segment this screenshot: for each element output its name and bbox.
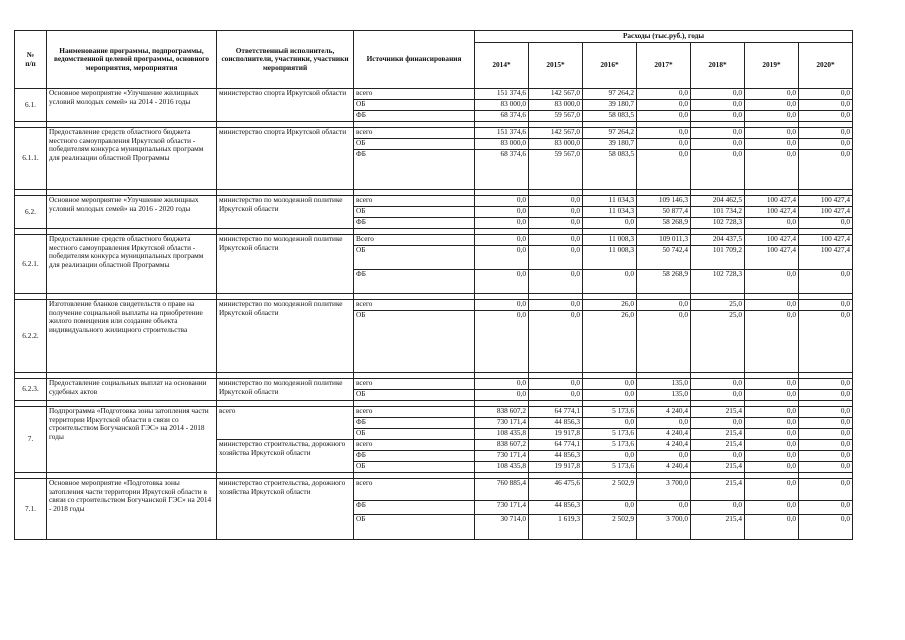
amount-cell: 102 728,3 <box>691 270 745 294</box>
row-number: 6.2.3. <box>15 379 47 401</box>
amount-cell: 44 856,3 <box>529 501 583 515</box>
amount-cell: 100 427,4 <box>745 235 799 246</box>
header-year: 2017* <box>637 43 691 89</box>
amount-cell: 100 427,4 <box>799 246 853 270</box>
amount-cell: 0,0 <box>475 300 529 311</box>
amount-cell: 0,0 <box>691 139 745 150</box>
table-row <box>15 300 853 311</box>
amount-cell: 0,0 <box>691 150 745 190</box>
amount-cell: 26,0 <box>583 300 637 311</box>
amount-cell: 0,0 <box>691 89 745 100</box>
header-year: 2014* <box>475 43 529 89</box>
amount-cell: 0,0 <box>637 150 691 190</box>
amount-cell: 151 374,6 <box>475 89 529 100</box>
amount-cell: 0,0 <box>529 196 583 207</box>
amount-cell: 0,0 <box>583 218 637 229</box>
amount-cell: 0,0 <box>637 128 691 139</box>
header-year: 2020* <box>799 43 853 89</box>
amount-cell: 0,0 <box>745 418 799 429</box>
amount-cell: 215,4 <box>691 462 745 473</box>
amount-cell: 100 427,4 <box>799 196 853 207</box>
header-executor: Ответственный исполнитель, соисполнители, участники, участники мероприятий <box>217 31 354 89</box>
amount-cell: 0,0 <box>637 111 691 122</box>
amount-cell: 0,0 <box>475 311 529 373</box>
amount-cell: 101 734,2 <box>691 207 745 218</box>
amount-cell: 0,0 <box>745 479 799 501</box>
row-executor: министерство по молодежной политике Иркутской области <box>217 379 354 401</box>
row-executor: министерство спорта Иркутской области <box>217 89 354 122</box>
amount-cell: 0,0 <box>799 89 853 100</box>
amount-cell: 83 000,0 <box>529 100 583 111</box>
amount-cell: 101 709,2 <box>691 246 745 270</box>
amount-cell: 0,0 <box>745 100 799 111</box>
table-row <box>15 235 853 246</box>
amount-cell: 2 502,9 <box>583 479 637 501</box>
row-number: 6.2.2. <box>15 300 47 373</box>
amount-cell: 4 240,4 <box>637 440 691 451</box>
amount-cell: 0,0 <box>799 270 853 294</box>
amount-cell: 46 475,6 <box>529 479 583 501</box>
amount-cell: 5 173,6 <box>583 462 637 473</box>
amount-cell: 151 374,6 <box>475 128 529 139</box>
amount-cell: 0,0 <box>799 515 853 540</box>
amount-cell: 0,0 <box>691 501 745 515</box>
amount-cell: 58 083,5 <box>583 111 637 122</box>
amount-cell: 0,0 <box>745 150 799 190</box>
amount-cell: 68 374,6 <box>475 150 529 190</box>
amount-cell: 0,0 <box>583 379 637 390</box>
amount-cell: 100 427,4 <box>799 207 853 218</box>
amount-cell: 109 011,3 <box>637 235 691 246</box>
amount-cell: 100 427,4 <box>745 207 799 218</box>
amount-cell: 142 567,0 <box>529 89 583 100</box>
amount-cell: 0,0 <box>691 111 745 122</box>
amount-cell: 3 700,0 <box>637 515 691 540</box>
amount-cell: 68 374,6 <box>475 111 529 122</box>
amount-cell: 83 000,0 <box>529 139 583 150</box>
amount-cell: 0,0 <box>637 100 691 111</box>
amount-cell: 0,0 <box>637 501 691 515</box>
amount-cell: 0,0 <box>745 390 799 401</box>
amount-cell: 5 173,6 <box>583 407 637 418</box>
row-name: Предоставление средств областного бюджета местного самоуправления Иркутской области - победителям конкурса муниципальных программ для реализации областной Программы <box>47 235 217 294</box>
amount-cell: 215,4 <box>691 407 745 418</box>
funding-source: всего <box>354 128 475 139</box>
amount-cell: 838 607,2 <box>475 440 529 451</box>
row-name: Предоставление средств областного бюджета местного самоуправления Иркутской области - победителям конкурса муниципальных программ для реализации областной Программы <box>47 128 217 190</box>
table-row <box>15 89 853 100</box>
row-name: Изготовление бланков свидетельств о праве на получение социальной выплаты на приобретение жилого помещения или создание объекта индивидуального жилищного строительства <box>47 300 217 373</box>
amount-cell: 0,0 <box>745 89 799 100</box>
amount-cell: 30 714,0 <box>475 515 529 540</box>
funding-source: всего <box>354 407 475 418</box>
row-executor: министерство по молодежной политике Иркутской области <box>217 300 354 373</box>
amount-cell: 0,0 <box>799 407 853 418</box>
row-name: Основное мероприятие «Улучшение жилищных условий молодых семей» на 2016 - 2020 годы <box>47 196 217 229</box>
amount-cell: 0,0 <box>799 418 853 429</box>
amount-cell: 59 567,0 <box>529 111 583 122</box>
amount-cell: 50 742,4 <box>637 246 691 270</box>
amount-cell: 0,0 <box>799 501 853 515</box>
amount-cell: 19 917,8 <box>529 429 583 440</box>
amount-cell: 0,0 <box>529 379 583 390</box>
header-num: № п/п <box>15 31 47 89</box>
funding-source: ОБ <box>354 139 475 150</box>
amount-cell: 25,0 <box>691 311 745 373</box>
funding-source: ФБ <box>354 451 475 462</box>
amount-cell: 83 000,0 <box>475 100 529 111</box>
amount-cell: 0,0 <box>799 218 853 229</box>
amount-cell: 204 462,5 <box>691 196 745 207</box>
amount-cell: 0,0 <box>529 300 583 311</box>
amount-cell: 4 240,4 <box>637 429 691 440</box>
table-row <box>15 196 853 207</box>
amount-cell: 0,0 <box>637 311 691 373</box>
amount-cell: 100 427,4 <box>745 246 799 270</box>
funding-source: ОБ <box>354 207 475 218</box>
funding-source: всего <box>354 89 475 100</box>
amount-cell: 0,0 <box>583 418 637 429</box>
funding-source: ОБ <box>354 515 475 540</box>
amount-cell: 0,0 <box>529 311 583 373</box>
amount-cell: 0,0 <box>745 515 799 540</box>
row-executor: министерство по молодежной политике Иркутской области <box>217 196 354 229</box>
row-executor: всего <box>217 407 354 440</box>
row-executor: министерство спорта Иркутской области <box>217 128 354 190</box>
amount-cell: 4 240,4 <box>637 462 691 473</box>
amount-cell: 11 008,3 <box>583 246 637 270</box>
amount-cell: 100 427,4 <box>799 235 853 246</box>
row-number: 6.2.1. <box>15 235 47 294</box>
row-executor: министерство строительства, дорожного хозяйства Иркутской области <box>217 440 354 473</box>
amount-cell: 0,0 <box>745 451 799 462</box>
amount-cell: 109 146,3 <box>637 196 691 207</box>
amount-cell: 0,0 <box>475 235 529 246</box>
amount-cell: 0,0 <box>583 390 637 401</box>
amount-cell: 58 268,9 <box>637 218 691 229</box>
budget-table <box>14 30 853 540</box>
amount-cell: 0,0 <box>637 300 691 311</box>
amount-cell: 0,0 <box>745 300 799 311</box>
budget-document <box>14 30 852 540</box>
amount-cell: 58 083,5 <box>583 150 637 190</box>
funding-source: ОБ <box>354 311 475 373</box>
amount-cell: 50 877,4 <box>637 207 691 218</box>
amount-cell: 25,0 <box>691 300 745 311</box>
amount-cell: 0,0 <box>745 462 799 473</box>
row-number: 6.1. <box>15 89 47 122</box>
amount-cell: 0,0 <box>745 429 799 440</box>
amount-cell: 0,0 <box>691 451 745 462</box>
amount-cell: 0,0 <box>475 196 529 207</box>
row-name: Предоставление социальных выплат на основании судебных актов <box>47 379 217 401</box>
amount-cell: 5 173,6 <box>583 429 637 440</box>
amount-cell: 39 180,7 <box>583 100 637 111</box>
table-row <box>15 128 853 139</box>
amount-cell: 215,4 <box>691 429 745 440</box>
amount-cell: 204 437,5 <box>691 235 745 246</box>
amount-cell: 838 607,2 <box>475 407 529 418</box>
amount-cell: 11 034,3 <box>583 207 637 218</box>
amount-cell: 0,0 <box>745 139 799 150</box>
amount-cell: 0,0 <box>475 390 529 401</box>
amount-cell: 0,0 <box>691 390 745 401</box>
row-number: 6.2. <box>15 196 47 229</box>
amount-cell: 215,4 <box>691 515 745 540</box>
amount-cell: 0,0 <box>529 246 583 270</box>
amount-cell: 215,4 <box>691 479 745 501</box>
amount-cell: 1 619,3 <box>529 515 583 540</box>
funding-source: ФБ <box>354 150 475 190</box>
funding-source: ОБ <box>354 429 475 440</box>
amount-cell: 11 034,3 <box>583 196 637 207</box>
row-executor: министерство строительства, дорожного хозяйства Иркутской области <box>217 479 354 540</box>
amount-cell: 0,0 <box>583 270 637 294</box>
amount-cell: 0,0 <box>799 429 853 440</box>
amount-cell: 0,0 <box>583 501 637 515</box>
row-number: 7.1. <box>15 479 47 540</box>
amount-cell: 0,0 <box>799 311 853 373</box>
amount-cell: 11 008,3 <box>583 235 637 246</box>
funding-source: ФБ <box>354 501 475 515</box>
amount-cell: 59 567,0 <box>529 150 583 190</box>
funding-source: ФБ <box>354 111 475 122</box>
table-row <box>15 407 853 418</box>
funding-source: всего <box>354 479 475 501</box>
amount-cell: 108 435,8 <box>475 462 529 473</box>
amount-cell: 135,0 <box>637 390 691 401</box>
amount-cell: 0,0 <box>637 139 691 150</box>
amount-cell: 19 917,8 <box>529 462 583 473</box>
amount-cell: 0,0 <box>799 451 853 462</box>
amount-cell: 0,0 <box>691 100 745 111</box>
funding-source: ФБ <box>354 270 475 294</box>
funding-source: всего <box>354 440 475 451</box>
row-name: Подпрограмма «Подготовка зоны затопления части территории Иркутской области в связи со строительством Богучанской ГЭС» на 2014 - 2018 годы <box>47 407 217 473</box>
amount-cell: 0,0 <box>583 451 637 462</box>
amount-cell: 0,0 <box>637 89 691 100</box>
funding-source: ОБ <box>354 100 475 111</box>
amount-cell: 0,0 <box>529 235 583 246</box>
amount-cell: 0,0 <box>637 418 691 429</box>
amount-cell: 3 700,0 <box>637 479 691 501</box>
amount-cell: 0,0 <box>799 300 853 311</box>
amount-cell: 0,0 <box>799 111 853 122</box>
row-executor: министерство по молодежной политике Иркутской области <box>217 235 354 294</box>
funding-source: ФБ <box>354 418 475 429</box>
amount-cell: 0,0 <box>799 440 853 451</box>
amount-cell: 0,0 <box>799 390 853 401</box>
amount-cell: 0,0 <box>475 379 529 390</box>
amount-cell: 0,0 <box>529 207 583 218</box>
amount-cell: 0,0 <box>691 128 745 139</box>
header-source: Источники финансирования <box>354 31 475 89</box>
amount-cell: 0,0 <box>745 501 799 515</box>
amount-cell: 0,0 <box>475 246 529 270</box>
table-row <box>15 479 853 501</box>
amount-cell: 26,0 <box>583 311 637 373</box>
funding-source: всего <box>354 300 475 311</box>
header-year: 2018* <box>691 43 745 89</box>
amount-cell: 0,0 <box>637 451 691 462</box>
amount-cell: 0,0 <box>529 218 583 229</box>
amount-cell: 0,0 <box>799 150 853 190</box>
amount-cell: 0,0 <box>745 407 799 418</box>
amount-cell: 0,0 <box>745 440 799 451</box>
amount-cell: 0,0 <box>799 462 853 473</box>
amount-cell: 0,0 <box>475 207 529 218</box>
row-number: 7. <box>15 407 47 473</box>
amount-cell: 4 240,4 <box>637 407 691 418</box>
amount-cell: 0,0 <box>799 128 853 139</box>
amount-cell: 2 502,9 <box>583 515 637 540</box>
amount-cell: 135,0 <box>637 379 691 390</box>
amount-cell: 102 728,3 <box>691 218 745 229</box>
header-name: Наименование программы, подпрограммы, ведомственной целевой программы, основного мероприятия, мероприятия <box>47 31 217 89</box>
amount-cell: 0,0 <box>799 100 853 111</box>
amount-cell: 97 264,2 <box>583 128 637 139</box>
amount-cell: 64 774,1 <box>529 440 583 451</box>
amount-cell: 44 856,3 <box>529 418 583 429</box>
amount-cell: 44 856,3 <box>529 451 583 462</box>
funding-source: ОБ <box>354 246 475 270</box>
amount-cell: 83 000,0 <box>475 139 529 150</box>
amount-cell: 142 567,0 <box>529 128 583 139</box>
amount-cell: 0,0 <box>799 139 853 150</box>
amount-cell: 0,0 <box>745 311 799 373</box>
funding-source: ОБ <box>354 390 475 401</box>
amount-cell: 100 427,4 <box>745 196 799 207</box>
header-year: 2015* <box>529 43 583 89</box>
funding-source: ФБ <box>354 218 475 229</box>
amount-cell: 0,0 <box>691 418 745 429</box>
funding-source: всего <box>354 379 475 390</box>
amount-cell: 97 264,2 <box>583 89 637 100</box>
amount-cell: 64 774,1 <box>529 407 583 418</box>
amount-cell: 0,0 <box>745 270 799 294</box>
amount-cell: 0,0 <box>475 218 529 229</box>
amount-cell: 730 171,4 <box>475 418 529 429</box>
amount-cell: 0,0 <box>745 379 799 390</box>
amount-cell: 730 171,4 <box>475 451 529 462</box>
funding-source: всего <box>354 196 475 207</box>
funding-source: Всего <box>354 235 475 246</box>
amount-cell: 0,0 <box>475 270 529 294</box>
amount-cell: 0,0 <box>529 270 583 294</box>
amount-cell: 0,0 <box>799 379 853 390</box>
amount-cell: 0,0 <box>691 379 745 390</box>
amount-cell: 39 180,7 <box>583 139 637 150</box>
table-row <box>15 379 853 390</box>
amount-cell: 0,0 <box>745 111 799 122</box>
header-year: 2016* <box>583 43 637 89</box>
header-expenses: Расходы (тыс.руб.), годы <box>475 31 853 43</box>
amount-cell: 58 268,9 <box>637 270 691 294</box>
row-name: Основное мероприятие «Улучшение жилищных условий молодых семей» на 2014 - 2016 годы <box>47 89 217 122</box>
amount-cell: 0,0 <box>745 128 799 139</box>
row-name: Основное мероприятие «Подготовка зоны затопления части территории Иркутской области в связи со строительством Богучанской ГЭС» на 2014 - 2018 годы <box>47 479 217 540</box>
amount-cell: 108 435,8 <box>475 429 529 440</box>
amount-cell: 5 173,6 <box>583 440 637 451</box>
amount-cell: 0,0 <box>529 390 583 401</box>
funding-source: ОБ <box>354 462 475 473</box>
amount-cell: 760 885,4 <box>475 479 529 501</box>
amount-cell: 0,0 <box>745 218 799 229</box>
amount-cell: 0,0 <box>799 479 853 501</box>
header-year: 2019* <box>745 43 799 89</box>
amount-cell: 730 171,4 <box>475 501 529 515</box>
row-number: 6.1.1. <box>15 128 47 190</box>
amount-cell: 215,4 <box>691 440 745 451</box>
